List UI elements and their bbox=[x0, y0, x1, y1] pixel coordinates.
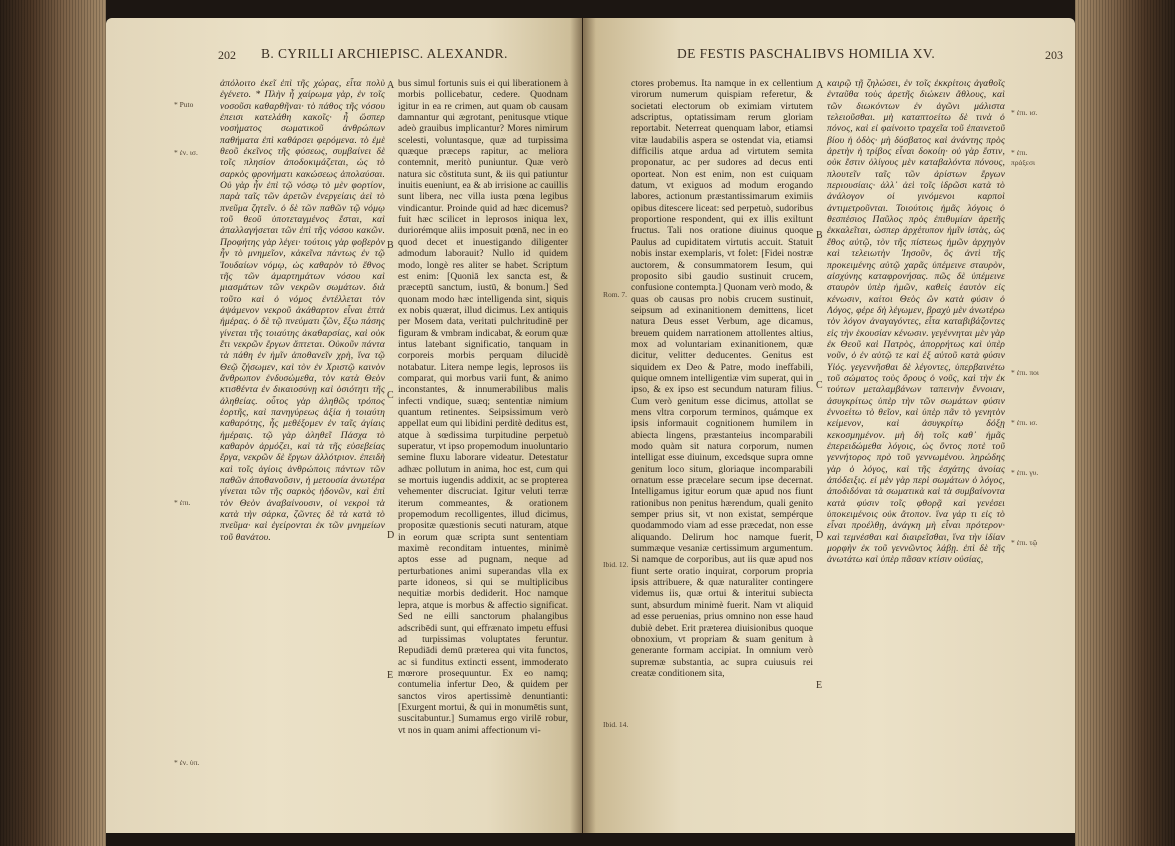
right-inner-margin-notes bbox=[603, 290, 631, 768]
section-letter: C bbox=[387, 390, 394, 401]
section-letter: B bbox=[816, 230, 823, 241]
margin-note: * ἐπι. ισ. bbox=[1011, 418, 1038, 427]
margin-note: * Puto bbox=[174, 100, 194, 109]
section-letter: D bbox=[816, 530, 824, 541]
greek-text: καιρῷ τῇ ζηλώσει, ἐν τοῖς ἐκκρίτοις ἀγαθοῖς ἐνταῦθα τοὺς ἀρετῆς διώκειν ἄθλους, καὶ τῶν διωκόντων ἐν ἀγῶνι μάλιστα τελειοῦσθαι. μὴ καταπτοείτω δὲ τινὰ ὁ πόνος, καὶ εἰ φαίνοιτο τραχεῖα τοῦ ἐπαινετοῦ βίου ἡ ὁδὸς· μὴ δύσβατος καὶ ἀνάντης πρὸς ἀρετὴν ἡ τρίβος εἶναι δοκοίη· οὐ γὰρ ἔστιν, οὐκ ἔστιν ὀλίγους μὲν καταβαλόντα πόνους, πλουτεῖν ταῖς τῶν ἀρίστων ἔργων περιουσίαις· ἀλλ᾽ ἀεὶ τοῖς ἱδρῶσι κατὰ τὸ ἀνάλογον οἱ γινόμενοι καρποὶ ἀντιμετροῦνται. Τοιούτοις ἡμᾶς λόγοις ὁ θεσπέσιος Παῦλος πρὸς ἐπιθυμίαν ἀρετῆς ἐκκαλεῖται, ὡσπερ ἀρχέτυπον ἡμῖν ἱστὰς, ὡς ἔθος αὐτῷ, τὸν τῆς πίστεως ἡμῶν ἀρχηγὸν καὶ τελειωτὴν Ἰησοῦν, ὃς ἀντὶ τῆς προκειμένης αὐτῷ χαρᾶς ὑπέμεινε σταυρὸν, αἰσχύνης καταφρονήσας. πῶς δὲ ὑπέμεινε σταυρὸν ὑπὲρ ἡμῶν, καθεὶς ἑαυτὸν εἰς κένωσιν, καίτοι Θεὸς ὢν κατὰ φύσιν ὁ Λόγος, φέρε δὴ λέγωμεν, βραχὺ μὲν ἀνωτέρω τὸν λόγον ἀναγαγόντες, εἶτα καταβιβάζοντες εἰς τὴν ἑκουσίαν κένωσιν. γεγέννηται μὲν γὰρ ἐκ Θεοῦ καὶ Πατρὸς, ἀπορρήτως καὶ ὑπὲρ νοῦν, ὁ ἐν αὐτῷ τε καὶ ἐξ αὐτοῦ κατὰ φύσιν Υἱός. γεγεννῆσθαι δὲ λέγοντες, ὑπερβαινέτω τοῦ σώματος τοὺς ὅρους ὁ νοῦς, καὶ τὴν ἐκ τούτων μεταλαμβάνων ταπεινὴν ἔννοιαν, ἀσυγκρίτως ὑπὲρ τὴν τῶν σωμάτων φύσιν ἐννοείτω τὸ θεῖον, καὶ ὑπὲρ πᾶν τὸ γενητὸν κείμενον, καὶ ἀσυγκρίτῳ δόξῃ κεκοσμημένον. μὴ δὴ τοῖς καθ᾽ ἡμᾶς ἐπερειδώμεθα λόγοις, ὡς ὄντος ποτὲ τοῦ γεννήτορος πρὸ τοῦ γεννωμένου. ληρώδης γὰρ ὁ λόγος, καὶ τῆς ἐσχάτης ἀνοίας ἀπόδειξις. εἰ μὲν γὰρ περὶ σωμάτων ὁ λόγος, ἀποδιδόναι τὰ σωματικὰ καὶ τὰ συμβαίνοντα κατὰ φύσιν τοῖς φθορᾷ καὶ γενέσει ὑποκειμένοις οὐκ ἄτοπον. ἵνα γάρ τι εἰς τὸ εἶναι προέλθῃ, ἀνάγκη μὴ εἶναι πρότερον· καὶ τεμνέσθαι καὶ διαιρεῖσθαι, ἵνα τὴν ἰδίαν μορφὴν ἐκ τοῦ γεννῶντος λάβῃ. ἐπὶ δὲ τῆς ἀνωτάτω καὶ ὑπὲρ πᾶσαν κτίσιν οὐσίας, bbox=[827, 78, 1005, 566]
latin-text: bus simul fortunis suis ei qui liberationem à morbis pollicebatur, cedere. Quodnam igitur in ea re crimen, aut quam ob causam damnantur qui ægrotant, penitusque vtique adeò grauibus implicantur? Mores nimirum scelesti, voluntasque, quæ ad turpissima quæque præceps rapitur, ac meliora contemnit, meritò puniuntur. Quæ verò natura sic cõstituta sunt, & iis qui patiuntur inuitis eueniunt, ea & ab irrisione ac cauillis sunt libera, nec villa iusta pœna legibus vindicantur. Proinde quid ad hæc dicemus? fuit hæc scilicet in leprosos iniqua lex, duriorémque aliis imposuit pœnā, nec in eo quod decet et inuestigando diligenter admodum laborauit? Nullo id quidem modo, longè res aliter se habet. Scriptum est enim: [Quoniā lex sancta est, & præceptū sanctum, iustū, & bonum.] Sed quonam modo hæc intelligenda sint, siquis ex nobis quærat, illud dicimus. Lex antiquis per Mosem data, veritati pulchritudinē per figuram & vmbram indicabat, & eorum quæ intus latebant significatio, tanquam in corporeis morbis perquam dilucidè notabatur. Litera nempe legis, leprosos iis comparat, qui morbus varii funt, & animo inconstantes, & innumerabilibus malis infecti vndique, suæq; sententiæ nimium quantum retinentes. Seipsissimum verò appellat eum qui libidini perditè deditus est, atque à sœdissima turpitudine perpetuò superatur, vt ipso propemodum inuoluntario semine fluxu laborare videatur. Detestatur adhæc pollutum in anima, hoc est, cum qui se mortuis iugendis addixit, ac se propterea vehementer discruciat. Igitur veluti terræ iterum commeantes, & orationem propemodum recolligentes, illud dicimus, propositæ quæstionis secuti naturam, atque in eorum quæ scripta sunt sententiam maximè reconditam intuentes, minimè aptos esse ad pugnam, neque ad perturbationes animi superandas vlla ex parte idoneos, si qui se multiplicibus nequitiæ morbis dediderit. Hoc namque lepra, atque is morbus & affectio significat. Sed ne eilli sanctorum phalangibus adscribēdi sunt, qui effrænato impetu effusi ad turpissimas voluptates feruntur. Repudiādi demū præterea qui vita functos, ac si funditus extincti essent, immoderato mœrore prosequuntur. Ex eo namq; contumelia infertur Deo, & quidem per sanctos viros apertissimè denuntianti: [Exurgent mortui, & qui in monumētis sunt, suscitabuntur.] Sumamus ergo virilē robur, vt nos in quam animi affectionum vi- bbox=[398, 78, 568, 736]
section-letter: A bbox=[387, 80, 395, 91]
right-latin-column bbox=[631, 78, 813, 813]
margin-note: * ἐπι. bbox=[174, 498, 191, 507]
right-outer-margin-notes bbox=[1011, 108, 1051, 586]
margin-note: * ἐν. ὑπ. bbox=[174, 758, 200, 767]
left-page bbox=[106, 18, 582, 833]
right-page bbox=[583, 18, 1075, 833]
section-letter: D bbox=[387, 530, 395, 541]
section-letter: A bbox=[816, 80, 824, 91]
left-latin-column bbox=[398, 78, 568, 808]
book-gutter bbox=[570, 18, 596, 833]
right-running-head: DE FESTIS PASCHALIBVS HOMILIA XV. bbox=[677, 46, 936, 61]
margin-note: Ibid. 12. bbox=[603, 560, 629, 569]
greek-text: ἀπόλοιτο ἐκεῖ ἐπὶ τῆς χώρας, εἶτα πολὺ ἐγένετο. * Πλὴν ἦ χαίρωμα γὰρ, ἐν τοῖς νοσοῦσι καθαρθῆναι· τὸ πάθος τῆς νόσου ἐπεισι κατελάθη κακοῖς· ἦ ὥσπερ νοσήματος σωματικοῦ ἀνθρώπων παθήματα ἐπὶ καθάρσει φερόμενα. τὸ ἐμὲ θεοῦ ἐκεῖνος τῆς φύσεως, συμβαίνει δὲ τοῖς πλησίον ἀποδοκιμάζεται, ὡς τὸ σαρκὸς φρονήματι κακώσεως ἀπολαύσαι. Οὐ γὰρ ἦν ἐπὶ τῷ νόσῳ τὸ μὲν φορτίον, παρὰ ταῖς τῶν ἀρετῶν ἐνεργείαις ἀεὶ τὸ πνεῦμα ζητεῖν. ὁ δὲ τῶν παθῶν τῷ νόμῳ τοῦ θεοῦ ὑποτεταγμένος ἔσται, καὶ ἀπαλλαγήσεται τῶν ἐπὶ τῆς νόσου κακῶν. Προφήτης γὰρ λέγει· τούτοις γὰρ φοβερὸν ἦν τὸ μνημεῖον, κἀκεῖνα πάντως ἐν τῷ Ἰουδαίων νόμῳ, ὡς καθαρὸν τὸ ἔθνος τῆς τῶν ἁμαρτημάτων νόσου καὶ μιασμάτων τῶν νεκρῶν σωμάτων. διὰ τοῦτο καὶ ὁ νόμος ἐντέλλεται τὸν ἁψάμενον νεκροῦ ἀκάθαρτον εἶναι ἑπτὰ ἡμέρας. ὁ δὲ τῷ πνεύματι ζῶν, ἔξω πάσης γίνεται τῆς τοιαύτης ἀκαθαρσίας, καὶ οὐκ ἔτι νεκρῶν ἔργων ἅπτεται. Οὐκοῦν πάντα τὰ πάθη ἐν ἡμῖν ἀποθανεῖν χρὴ, ἵνα τῷ Θεῷ ζήσωμεν, καὶ τὸν ἐν Χριστῷ καινὸν ἄνθρωπον ἐνδυσώμεθα, τὸν κατὰ Θεὸν κτισθέντα ἐν δικαιοσύνῃ καὶ ὁσιότητι τῆς ἀληθείας. οὗτος γὰρ ἀληθῶς τρόπος ἑορτῆς, καὶ πανηγύρεως ἀξία ἡ τοιαύτη καθαρότης, ἧς μεθέξομεν ἐν ταῖς ἁγίαις ἡμέραις. τῷ γὰρ ἀληθεῖ Πάσχα τὸ καθαρὸν ἁρμόζει, καὶ τὰ τῆς εὐσεβείας ἔργα, νεκρῶν δὲ ἔργων ἀλλότριον. ἐπειδὴ καὶ τοῖς ἁγίοις ἀνθρώποις πάντων τῶν παθῶν ἀποθανοῦσιν, ἡ μετουσία ἀνωτέρα γίνεται τῶν τῆς σαρκὸς ἡδονῶν, καὶ ἐπὶ τὸν Θεὸν ἀναβαίνουσιν, οἱ νεκροὶ τὰ κατὰ τὴν σάρκα, ζῶντες δὲ τὰ κατὰ τὸ πνεῦμα· καὶ ἐγείρονται ἐκ τῶν μνημείων τοῦ θανάτου. bbox=[220, 78, 385, 543]
margin-note: * ἐπι. ποι bbox=[1011, 368, 1039, 377]
latin-text: ctores probemus. Ita namque in ex cellentium virorum numerum quispiam referetur, & societati electorum ob eximiam virtutem adscriptus, optatissimam rerum gloriam reportabit. Neterreat quenquam labor, etiamsi vitæ laudabilis aspera se ostendat via, etiamsi difficilis atque ardua ad virtutem semita proponatur, ac per sudores ad decus enti oporteat. Non est enim, non est cuiquam datum, vt exiguos ad modum erogando labores, actionum præstantissimarum eximiis opibus ditescere liceat: sed perpetuò, sudoribus proportione respondent, qui ex illis exiltunt fructus. Tali nos oratione diuinus quoque Paulus ad cupiditatem virtutis accuit. Statuit nobis instar exemplaris, vt folet: [Fidei nostræ auctorem, & consummatorem Iesum, qui proposito sibi gaudio sustinuit crucem, confusione contempta.] Quonam verò modo, & quas ob causas pro nobis crucem sustinuit, seipsum ad exinanitionem demittens, licet natura Deus esset Verbum, age dicamus, breuem quidem narrationem attollentes altius, mox ad voluntariam exinanitionem, quæ dicitur, velitter deducentes. Genitus est siquidem ex Deo & Patre, modo ineffabili, quique omnem intelligentiæ vim superat, qui in ipso, & ex ipso est secundum naturam filius. Cum verò genitum esse dicimus, attollat se mens vltra corporum terminos, quámque ex ipsis informauit cognitionem humilem in abiecta lingens, præstanteius incomparabili modo quàm sit natura corporum, numen intelligat esse diuinum, excedsque supra omne genitum loco situm, gloriaque incomparabili ornatum esse præcelare secum ipse decernat. Intelligamus igitur eorum quæ apud nos fiunt rationibus non penitus hærendum, quali genito semper prius sit, vt non existat, sempérque quodammodo viam ad esse præcedat, non esse aliquando. Delirum hoc namque fuerit, summæque vesaniæ certissimum argumentum. Si namque de corporibus, aut iis quæ apud nos fiunt serte oratio inquirat, corporum propria ipsis attribuere, & quæ naturaliter contingere videmus iis, quæ ortui & interitui subiecta sunt, absurdum minimè fuerit. Nam vt aliquid ad esse peruenias, prius omnino non esse haud dubiè debet. Erit præterea diuisionibus quoque obnoxium, vt propriam & suam genitum à generante formam accipiat. In omnium verò supremæ substantia, ac supra cuiusuis rei creatæ conditionem sita, bbox=[631, 78, 813, 679]
right-greek-column bbox=[827, 78, 1005, 813]
section-letter: B bbox=[387, 240, 394, 251]
left-margin-notes bbox=[174, 100, 218, 806]
margin-note: Rom. 7. bbox=[603, 290, 627, 299]
margin-note: * ἐν. ισ. bbox=[174, 148, 198, 157]
margin-note: * ἐπι. ισ. bbox=[1011, 108, 1038, 117]
left-page-number: 202 bbox=[218, 48, 236, 62]
right-page-edges bbox=[1075, 0, 1175, 846]
section-letter: E bbox=[816, 680, 823, 691]
margin-note: * ἐπι. πράξεσι bbox=[1011, 148, 1036, 167]
section-letter: C bbox=[816, 380, 823, 391]
right-page-number: 203 bbox=[1045, 48, 1063, 62]
margin-note: * ἐπι. τῷ bbox=[1011, 538, 1038, 547]
margin-note: * ἐπι. γυ. bbox=[1011, 468, 1039, 477]
margin-note: Ibid. 14. bbox=[603, 720, 629, 729]
left-running-head: B. CYRILLI ARCHIEPISC. ALEXANDR. bbox=[261, 46, 508, 61]
left-greek-column bbox=[220, 78, 385, 808]
section-letter: E bbox=[387, 670, 394, 681]
left-page-edges bbox=[0, 0, 106, 846]
